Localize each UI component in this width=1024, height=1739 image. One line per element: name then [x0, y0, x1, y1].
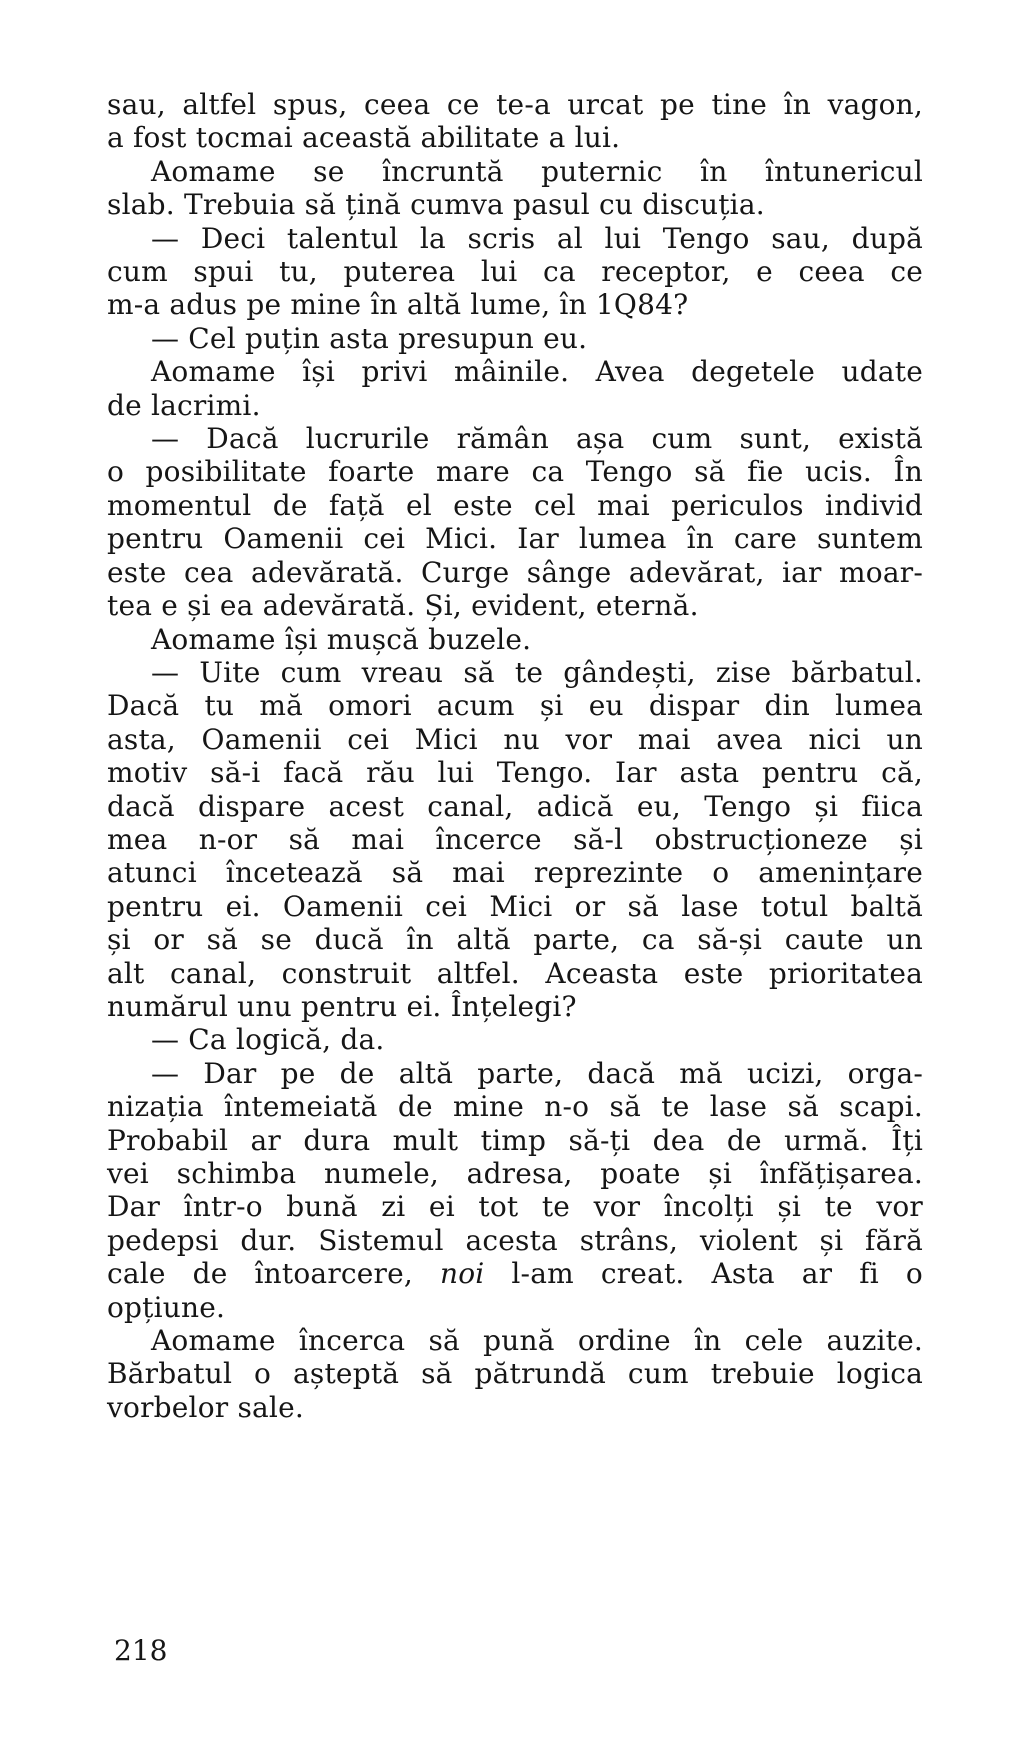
text-line: alt canal, construit altfel. Aceasta este prioritatea: [107, 956, 923, 990]
italic-text-segment: noi: [439, 1257, 485, 1291]
text-line: de lacrimi.: [107, 388, 261, 422]
text-line: Dar într-o bună zi ei tot te vor încolți și te vor: [107, 1190, 923, 1224]
text-line: Probabil ar dura mult timp să-ți dea de urmă. Îți: [107, 1123, 923, 1157]
text-line: o posibilitate foarte mare ca Tengo să fie ucis. În: [107, 455, 923, 489]
text-line: — Deci talentul la scris al lui Tengo sau, după: [151, 221, 923, 255]
text-segment: l-am creat. Asta ar fi o: [484, 1257, 923, 1291]
text-line: atunci încetează să mai reprezinte o amenințare: [107, 856, 923, 890]
text-line: tea e și ea adevărată. Și, evident, eternă.: [107, 589, 699, 623]
text-line: pedepsi dur. Sistemul acesta strâns, violent și fără: [107, 1223, 923, 1257]
text-line: vorbelor sale.: [107, 1390, 304, 1424]
text-line: sau, altfel spus, ceea ce te-a urcat pe tine în vagon,: [107, 88, 923, 121]
text-line: — Cel puțin asta presupun eu.: [151, 321, 588, 355]
text-line: a fost tocmai această abilitate a lui.: [107, 121, 621, 155]
text-line: Aomame se încruntă puternic în întunericul: [151, 154, 923, 188]
text-line: Bărbatul o așteptă să pătrundă cum trebuie logica: [107, 1357, 923, 1391]
text-line: — Dar pe de altă parte, dacă mă ucizi, orga-: [151, 1056, 923, 1090]
page-text: [107, 88, 923, 1424]
text-segment: cale de întoarcere,: [107, 1257, 440, 1291]
text-line: slab. Trebuia să țină cumva pasul cu discuția.: [107, 188, 765, 222]
text-line: — Uite cum vreau să te gândești, zise bărbatul.: [151, 655, 923, 689]
text-line: opțiune.: [107, 1290, 226, 1324]
text-line: și or să se ducă în altă parte, ca să-și caute un: [107, 923, 923, 957]
text-line: Aomame încerca să pună ordine în cele auzite.: [151, 1324, 923, 1358]
text-line: numărul unu pentru ei. Înțelegi?: [107, 989, 577, 1023]
text-line: cum spui tu, puterea lui ca receptor, e ceea ce: [107, 255, 923, 289]
text-line: nizația întemeiată de mine n-o să te lase să scapi.: [107, 1090, 923, 1124]
text-line: [107, 1257, 923, 1290]
text-line: — Dacă lucrurile rămân așa cum sunt, există: [151, 422, 923, 456]
text-line: vei schimba numele, adresa, poate și înfățișarea.: [107, 1157, 923, 1190]
text-line: — Ca logică, da.: [151, 1023, 385, 1057]
text-line: m-a adus pe mine în altă lume, în 1Q84?: [107, 288, 689, 322]
text-line: Aomame își mușcă buzele.: [151, 622, 532, 656]
text-line: pentru ei. Oamenii cei Mici or să lase totul baltă: [107, 889, 923, 923]
text-line: dacă dispare acest canal, adică eu, Tengo și fiica: [107, 789, 923, 823]
text-line: Aomame își privi mâinile. Avea degetele udate: [151, 355, 923, 389]
text-line: motiv să-i facă rău lui Tengo. Iar asta pentru că,: [107, 756, 923, 790]
text-line: Dacă tu mă omori acum și eu dispar din lumea: [107, 689, 923, 723]
text-line: pentru Oamenii cei Mici. Iar lumea în care suntem: [107, 522, 923, 556]
text-line: este cea adevărată. Curge sânge adevărat, iar moar-: [107, 555, 923, 589]
text-line: mea n-or să mai încerce să-l obstrucționeze și: [107, 822, 923, 856]
page-number: 218: [114, 1634, 168, 1667]
text-line: asta, Oamenii cei Mici nu vor mai avea nici un: [107, 722, 923, 756]
text-line: momentul de față el este cel mai periculos individ: [107, 488, 923, 522]
